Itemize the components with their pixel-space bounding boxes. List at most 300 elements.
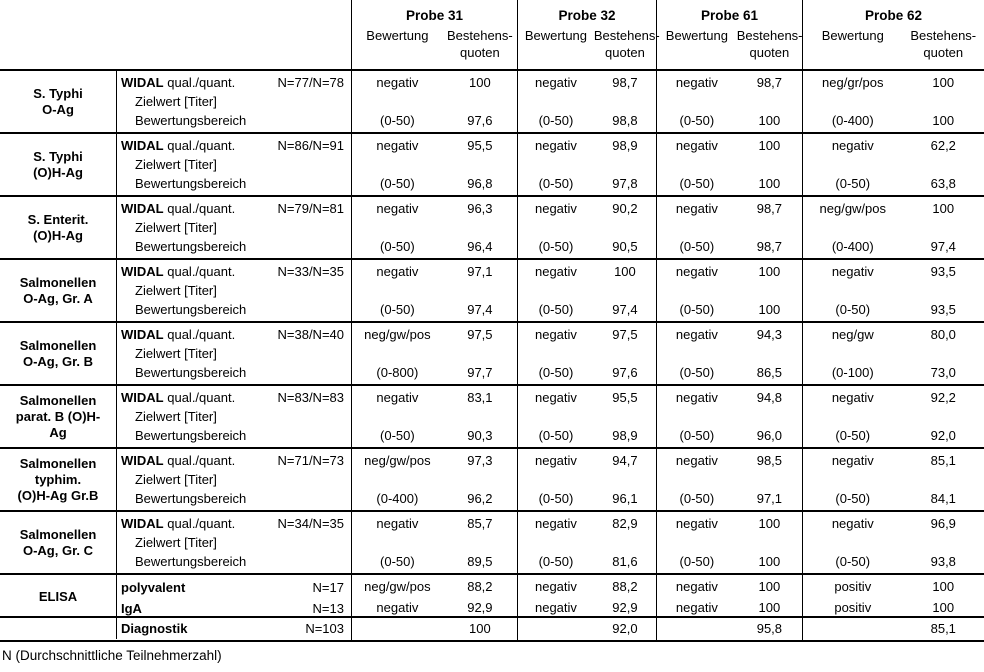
bewertung-value: negativ: [675, 201, 718, 216]
probe-title: Probe 31: [405, 8, 464, 23]
elisa-row-name: polyvalent: [121, 580, 186, 595]
spacer: [657, 45, 737, 62]
antigen-line: S. Enterit.: [27, 211, 89, 227]
quote-value-2: 100: [932, 113, 955, 128]
bewertung-value: negativ: [675, 453, 718, 468]
probe-62-header: [802, 0, 984, 69]
diagnostik-probe-cell: [517, 618, 656, 640]
test-desc: qual./quant.: [167, 453, 236, 468]
elisa-row-n: N=13: [312, 601, 344, 616]
quote-value-1: 94,7: [612, 453, 638, 468]
probe-cell: [656, 323, 802, 384]
quote-value-1: 98,7: [756, 201, 783, 216]
quote-value-2: 90,5: [612, 239, 638, 254]
bereich-value: (0-50): [679, 302, 715, 317]
quote-value-2: 97,4: [467, 302, 493, 317]
test-n: N=77/N=78: [277, 75, 344, 90]
test-title: [121, 514, 235, 533]
diagnostik-cell: [116, 618, 351, 639]
quote-value-1: 96,3: [467, 201, 493, 216]
probe-cell: [656, 197, 802, 258]
test-n: N=38/N=40: [277, 327, 344, 342]
quote-value-1: 94,3: [756, 327, 783, 342]
probe-cell: [656, 71, 802, 132]
bewertung-value: positiv: [834, 600, 872, 615]
bereich-value: (0-50): [679, 554, 715, 569]
test-n: N=34/N=35: [277, 516, 344, 531]
test-title: [121, 73, 235, 92]
bewertung-value: neg/gw/pos: [364, 579, 431, 594]
antigen-line: Ag: [49, 424, 67, 440]
quote-value-1: 100: [469, 75, 491, 90]
bewertung-value: negativ: [831, 264, 874, 279]
bewertung-value: negativ: [534, 264, 577, 279]
test-cell: [116, 386, 351, 447]
quote-value-1: 95,5: [612, 390, 638, 405]
bewertung-header: Bewertung: [665, 28, 728, 43]
test-title: [121, 136, 235, 155]
quote-value-2: 98,8: [612, 113, 638, 128]
test-desc: qual./quant.: [167, 75, 236, 90]
quote-value: 95,8: [756, 621, 783, 636]
quote-value-1: 85,7: [467, 516, 493, 531]
table-row: [0, 197, 984, 260]
quote-value-2: 97,6: [612, 365, 638, 380]
quote-value-2: 100: [758, 176, 781, 191]
quote-value-2: 73,0: [930, 365, 956, 380]
test-title: [121, 388, 235, 407]
quote-value-2: 97,6: [467, 113, 493, 128]
diagnostik-row: [0, 618, 984, 642]
bewertung-value: negativ: [675, 327, 718, 342]
bestehensquoten-header: Bestehens-: [736, 28, 803, 43]
quote-value-1: 98,5: [756, 453, 783, 468]
header-corner-cell: [0, 0, 351, 69]
bereich-value: (0-50): [538, 302, 574, 317]
bewertung-value: negativ: [675, 75, 718, 90]
bereich-value: (0-50): [679, 113, 715, 128]
quote-value-1: 100: [932, 201, 955, 216]
bewertung-value: neg/gw/pos: [819, 201, 887, 216]
bewertung-value: negativ: [534, 201, 577, 216]
probe-cell: [656, 260, 802, 321]
elisa-row-n: N=17: [312, 580, 344, 595]
bestehensquoten-header: Bestehens-: [910, 28, 977, 43]
quote-value-2: 97,4: [612, 302, 638, 317]
probe-cell: [351, 260, 517, 321]
table-row: [0, 323, 984, 386]
antigen-line: Salmonellen: [19, 526, 97, 542]
antigen-line: Salmonellen: [19, 274, 97, 290]
probe-cell: [802, 71, 984, 132]
antigen-line: O-Ag: [42, 101, 74, 117]
bereich-value: (0-50): [538, 428, 574, 443]
probe-cell: [802, 512, 984, 573]
quote-value: 92,9: [467, 600, 493, 615]
bewertung-header: Bewertung: [821, 28, 884, 43]
quote-value-1: 62,2: [930, 138, 956, 153]
bewertung-value: negativ: [675, 390, 718, 405]
bewertung-value: negativ: [675, 516, 718, 531]
table-row: [0, 71, 984, 134]
test-name: WIDAL: [121, 138, 164, 153]
quote-value-2: 96,4: [467, 239, 493, 254]
bewertung-value: negativ: [831, 453, 874, 468]
probe-cell: [517, 260, 656, 321]
bewertung-value: neg/gw: [831, 327, 874, 342]
bereich-label: Bewertungsbereich: [135, 428, 247, 443]
bewertung-value: negativ: [376, 390, 419, 405]
quote-value-1: 98,9: [612, 138, 638, 153]
quote-value: 100: [932, 579, 955, 594]
bewertung-value: negativ: [534, 453, 577, 468]
antigen-cell: [0, 323, 116, 384]
bewertung-value: negativ: [831, 516, 874, 531]
bereich-value: (0-50): [835, 302, 871, 317]
diagnostik-probe-cell: [351, 618, 517, 640]
antigen-cell: [0, 71, 116, 132]
quote-value: 100: [758, 600, 781, 615]
bereich-value: (0-50): [679, 428, 715, 443]
table-header: [0, 0, 984, 71]
antigen-line: S. Typhi: [33, 85, 83, 101]
bewertung-value: negativ: [376, 201, 419, 216]
bewertung-value: negativ: [675, 264, 718, 279]
quote-value-1: 83,1: [467, 390, 493, 405]
bewertung-header: Bewertung: [524, 28, 588, 43]
antigen-cell: [0, 512, 116, 573]
test-name: WIDAL: [121, 516, 164, 531]
bereich-value: (0-50): [380, 176, 415, 191]
quote-value-1: 97,3: [467, 453, 493, 468]
bereich-value: (0-50): [380, 428, 415, 443]
quote-value-1: 96,9: [930, 516, 956, 531]
bereich-value: (0-50): [380, 302, 415, 317]
bestehensquoten-header: Bestehens-: [446, 28, 513, 43]
quote-value-1: 100: [614, 264, 636, 279]
elisa-probe-cell: [802, 575, 984, 619]
antigen-cell: [0, 260, 116, 321]
spacer: [803, 45, 903, 62]
test-name: WIDAL: [121, 201, 164, 216]
test-cell: [116, 197, 351, 258]
zielwert-label: Zielwert [Titer]: [135, 94, 217, 109]
quote-value-1: 95,5: [467, 138, 493, 153]
quote-value-1: 100: [932, 75, 955, 90]
antigen-cell: [0, 197, 116, 258]
bereich-value: (0-50): [835, 491, 871, 506]
bewertung-value: negativ: [534, 390, 577, 405]
quote-value-2: 97,4: [930, 239, 956, 254]
probe-cell: [351, 512, 517, 573]
bereich-label: Bewertungsbereich: [135, 491, 247, 506]
table-row: [0, 260, 984, 323]
bereich-value: (0-50): [380, 113, 415, 128]
bewertung-value: negativ: [831, 138, 874, 153]
antigen-line: Salmonellen: [19, 455, 97, 471]
quote-value-1: 97,5: [612, 327, 638, 342]
quote-value-2: 93,5: [930, 302, 956, 317]
probe-cell: [351, 134, 517, 195]
test-n: N=71/N=73: [277, 453, 344, 468]
quote-value-2: 89,5: [467, 554, 493, 569]
bereich-label: Bewertungsbereich: [135, 239, 247, 254]
antigen-line: Salmonellen: [19, 337, 97, 353]
bereich-value: (0-50): [538, 113, 574, 128]
test-name: WIDAL: [121, 390, 164, 405]
bewertung-value: neg/gw/pos: [364, 453, 431, 468]
antigen-line: O-Ag, Gr. A: [23, 290, 93, 306]
elisa-row-name: IgA: [121, 601, 142, 616]
bereich-value: (0-50): [679, 365, 715, 380]
elisa-section: [0, 575, 984, 618]
probe-cell: [351, 323, 517, 384]
bereich-value: (0-800): [376, 365, 419, 380]
antigen-line: typhim.: [34, 471, 82, 487]
quote-value-2: 96,0: [756, 428, 783, 443]
test-n: N=33/N=35: [277, 264, 344, 279]
quote-value-1: 82,9: [612, 516, 638, 531]
bereich-label: Bewertungsbereich: [135, 302, 247, 317]
quote-value-2: 90,3: [467, 428, 493, 443]
quote-value-1: 93,5: [930, 264, 956, 279]
probe-cell: [802, 197, 984, 258]
bereich-value: (0-50): [538, 176, 574, 191]
quote-value-1: 92,2: [930, 390, 956, 405]
bestehensquoten-header-line2: quoten: [923, 45, 964, 60]
probe-cell: [802, 386, 984, 447]
bereich-value: (0-50): [679, 176, 715, 191]
bewertung-value: negativ: [376, 75, 419, 90]
test-n: N=83/N=83: [277, 390, 344, 405]
diagnostik-label: Diagnostik: [121, 621, 188, 636]
bewertung-value: negativ: [534, 327, 577, 342]
bereich-value: (0-50): [679, 491, 715, 506]
table-footnote: N (Durchschnittliche Teilnehmerzahl): [2, 648, 222, 663]
probe-cell: [517, 71, 656, 132]
zielwert-label: Zielwert [Titer]: [135, 283, 217, 298]
quote-value-1: 90,2: [612, 201, 638, 216]
quote-value-2: 84,1: [930, 491, 956, 506]
elisa-probe-cell: [656, 575, 802, 619]
quote-value: 92,0: [612, 621, 638, 636]
quote-value: 100: [469, 621, 491, 636]
bewertung-value: negativ: [534, 516, 577, 531]
quote-value-2: 98,7: [756, 239, 783, 254]
test-name: WIDAL: [121, 453, 164, 468]
probe-cell: [351, 386, 517, 447]
probe-cell: [351, 71, 517, 132]
test-title: [121, 325, 235, 344]
probe-title: Probe 62: [864, 8, 923, 23]
quote-value-1: 85,1: [930, 453, 956, 468]
antigen-cell: [0, 386, 116, 447]
spacer: [352, 45, 443, 62]
bewertung-value: negativ: [376, 264, 419, 279]
test-desc: qual./quant.: [167, 327, 236, 342]
zielwert-label: Zielwert [Titer]: [135, 472, 217, 487]
bewertung-value: negativ: [534, 138, 577, 153]
quote-value-2: 96,2: [467, 491, 493, 506]
bereich-value: (0-400): [831, 113, 874, 128]
bereich-value: (0-50): [835, 428, 871, 443]
table-row: [0, 134, 984, 197]
probe-32-header: [517, 0, 660, 69]
probe-cell: [517, 512, 656, 573]
quote-value: 92,9: [612, 600, 638, 615]
diagnostik-probe-cell: [802, 618, 984, 640]
quote-value: 85,1: [930, 621, 956, 636]
quote-value-1: 98,7: [612, 75, 638, 90]
empty-cell: [0, 618, 116, 640]
test-desc: qual./quant.: [167, 138, 236, 153]
quote-value-2: 93,8: [930, 554, 956, 569]
bereich-value: (0-50): [380, 554, 415, 569]
bewertung-value: neg/gr/pos: [822, 75, 884, 90]
test-cell: [116, 449, 351, 510]
antigen-line: O-Ag, Gr. C: [22, 542, 94, 558]
bereich-value: (0-50): [679, 239, 715, 254]
test-cell: [116, 260, 351, 321]
bewertung-value: negativ: [534, 579, 577, 594]
quote-value-2: 97,8: [612, 176, 638, 191]
zielwert-label: Zielwert [Titer]: [135, 409, 217, 424]
test-name: WIDAL: [121, 264, 164, 279]
test-n: N=79/N=81: [277, 201, 344, 216]
bestehensquoten-header-line2: quoten: [459, 45, 500, 60]
bereich-label: Bewertungsbereich: [135, 113, 247, 128]
bereich-value: (0-50): [538, 365, 574, 380]
quote-value-2: 86,5: [756, 365, 783, 380]
probe-cell: [351, 197, 517, 258]
spacer: [518, 45, 594, 62]
bestehensquoten-header: Bestehens-: [593, 28, 660, 43]
diagnostik-probe-cell: [656, 618, 802, 640]
antigen-line: (O)H-Ag Gr.B: [17, 487, 99, 503]
test-cell: [116, 71, 351, 132]
probe-title: Probe 61: [700, 8, 759, 23]
quote-value-2: 81,6: [612, 554, 638, 569]
antigen-cell: [0, 134, 116, 195]
zielwert-label: Zielwert [Titer]: [135, 535, 217, 550]
bereich-value: (0-50): [835, 554, 871, 569]
quote-value-2: 100: [758, 302, 781, 317]
elisa-probe-cell: [517, 575, 656, 619]
probe-cell: [517, 197, 656, 258]
bereich-label: Bewertungsbereich: [135, 176, 247, 191]
table-row: [0, 512, 984, 575]
table-row: [0, 449, 984, 512]
bereich-label: Bewertungsbereich: [135, 365, 247, 380]
quote-value-1: 100: [758, 264, 781, 279]
quote-value: 88,2: [612, 579, 638, 594]
quote-value: 100: [932, 600, 955, 615]
antigen-cell: [0, 449, 116, 510]
quote-value-2: 98,9: [612, 428, 638, 443]
probe-cell: [517, 449, 656, 510]
bereich-value: (0-100): [831, 365, 874, 380]
zielwert-label: Zielwert [Titer]: [135, 346, 217, 361]
table-body: [0, 71, 984, 575]
test-desc: qual./quant.: [167, 201, 236, 216]
probe-31-header: [351, 0, 517, 69]
bewertung-value: negativ: [831, 390, 874, 405]
quote-value-1: 80,0: [930, 327, 956, 342]
quote-value-1: 100: [758, 138, 781, 153]
test-desc: qual./quant.: [167, 264, 236, 279]
probe-cell: [802, 323, 984, 384]
bestehensquoten-header-line2: quoten: [749, 45, 790, 60]
bestehensquoten-header-line2: quoten: [605, 45, 645, 60]
bereich-value: (0-50): [380, 239, 415, 254]
antigen-line: O-Ag, Gr. B: [22, 353, 94, 369]
quote-value-2: 96,1: [612, 491, 638, 506]
diagnostik-n: N=103: [305, 621, 344, 636]
elisa-test-cell: [116, 575, 351, 619]
probe-cell: [656, 449, 802, 510]
antigen-line: parat. B (O)H-: [15, 408, 101, 424]
quote-value-2: 92,0: [930, 428, 956, 443]
test-name: WIDAL: [121, 75, 164, 90]
probe-cell: [517, 386, 656, 447]
probe-title: Probe 32: [558, 8, 616, 23]
quote-value-2: 97,1: [756, 491, 783, 506]
bereich-value: (0-50): [538, 239, 574, 254]
bewertung-value: negativ: [376, 600, 419, 615]
probe-cell: [802, 449, 984, 510]
bewertung-value: negativ: [534, 600, 577, 615]
bewertung-value: negativ: [675, 138, 718, 153]
bewertung-value: negativ: [675, 600, 718, 615]
bereich-value: (0-400): [376, 491, 419, 506]
quote-value: 100: [758, 579, 781, 594]
probe-cell: [517, 323, 656, 384]
probe-cell: [656, 134, 802, 195]
test-title: [121, 199, 235, 218]
bewertung-value: negativ: [675, 579, 718, 594]
test-title: [121, 451, 235, 470]
antigen-line: Salmonellen: [19, 392, 97, 408]
quote-value-1: 97,5: [467, 327, 493, 342]
quote-value-2: 100: [758, 554, 781, 569]
antigen-line: S. Typhi: [33, 148, 83, 164]
bewertung-header: Bewertung: [366, 28, 429, 43]
quote-value-1: 94,8: [756, 390, 783, 405]
bewertung-value: negativ: [376, 516, 419, 531]
antigen-line: (O)H-Ag: [33, 227, 83, 243]
test-cell: [116, 512, 351, 573]
bereich-value: (0-50): [835, 176, 871, 191]
zielwert-label: Zielwert [Titer]: [135, 220, 217, 235]
zielwert-label: Zielwert [Titer]: [135, 157, 217, 172]
quote-value-2: 97,7: [467, 365, 493, 380]
probe-cell: [351, 449, 517, 510]
elisa-label: ELISA: [38, 589, 78, 604]
probe-cell: [656, 512, 802, 573]
test-desc: qual./quant.: [167, 516, 236, 531]
bewertung-value: positiv: [834, 579, 872, 594]
quote-value-2: 100: [758, 113, 781, 128]
quote-value-2: 63,8: [930, 176, 956, 191]
bereich-value: (0-50): [538, 491, 574, 506]
bewertung-value: negativ: [534, 75, 577, 90]
test-name: WIDAL: [121, 327, 164, 342]
probe-cell: [802, 260, 984, 321]
probe-61-header: [656, 0, 802, 69]
quote-value: 88,2: [467, 579, 493, 594]
antigen-line: (O)H-Ag: [33, 164, 83, 180]
test-title: [121, 262, 235, 281]
